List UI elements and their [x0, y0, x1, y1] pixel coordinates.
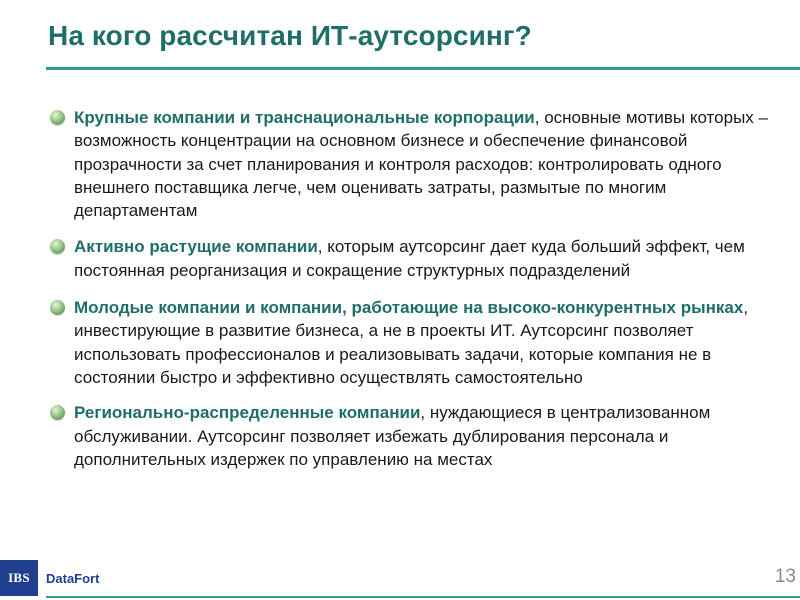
bullet-list: [50, 106, 790, 484]
bullet-text: , основные мотивы которых – возможность концентрации на основном бизнесе и обеспечение финансовой прозрачности за счет планирования и контроля расходов: контролировать одного внешнего поставщика легче, чем оценивать затраты, размытые по многим департаментам: [74, 108, 768, 221]
bullet-icon: [50, 239, 65, 254]
bullet-text: , инвестирующие в развитие бизнеса, а не в проекты ИТ. Аутсорсинг позволяет использовать профессионалов и реализовывать задачи, которые компания не в состоянии быстро и эффективно осуществлять самостоятельно: [74, 298, 749, 387]
bullet-item: [50, 235, 790, 282]
bullet-icon: [50, 405, 65, 420]
bullet-text: , нуждающиеся в централизованном обслуживании. Аутсорсинг позволяет избежать дублирования персонала и дополнительных издержек по управлению на местах: [74, 403, 711, 469]
bullet-lead: Активно растущие компании: [74, 237, 318, 257]
footer-divider: [46, 596, 800, 598]
bullet-text: , которым аутсорсинг дает куда больший эффект, чем постоянная реорганизация и сокращение структурных подразделений: [74, 237, 745, 280]
bullet-lead: Крупные компании и транснациональные корпорации: [74, 108, 535, 127]
company-logo-name: DataFort: [46, 571, 100, 586]
bullet-item: [50, 106, 790, 222]
slide-title: На кого рассчитан ИТ-аутсорсинг?: [48, 20, 532, 51]
bullet-lead: Молодые компании и компании, работающие на высоко-конкурентных рынках: [74, 298, 744, 318]
company-logo-mark: IBS: [0, 560, 38, 596]
bullet-item: [50, 296, 790, 389]
title-divider: [46, 67, 800, 70]
bullet-icon: [50, 300, 65, 315]
bullet-lead: Регионально-распределенные компании: [74, 403, 421, 423]
bullet-item: [50, 401, 790, 471]
page-number: 13: [774, 566, 796, 587]
bullet-icon: [50, 110, 65, 125]
